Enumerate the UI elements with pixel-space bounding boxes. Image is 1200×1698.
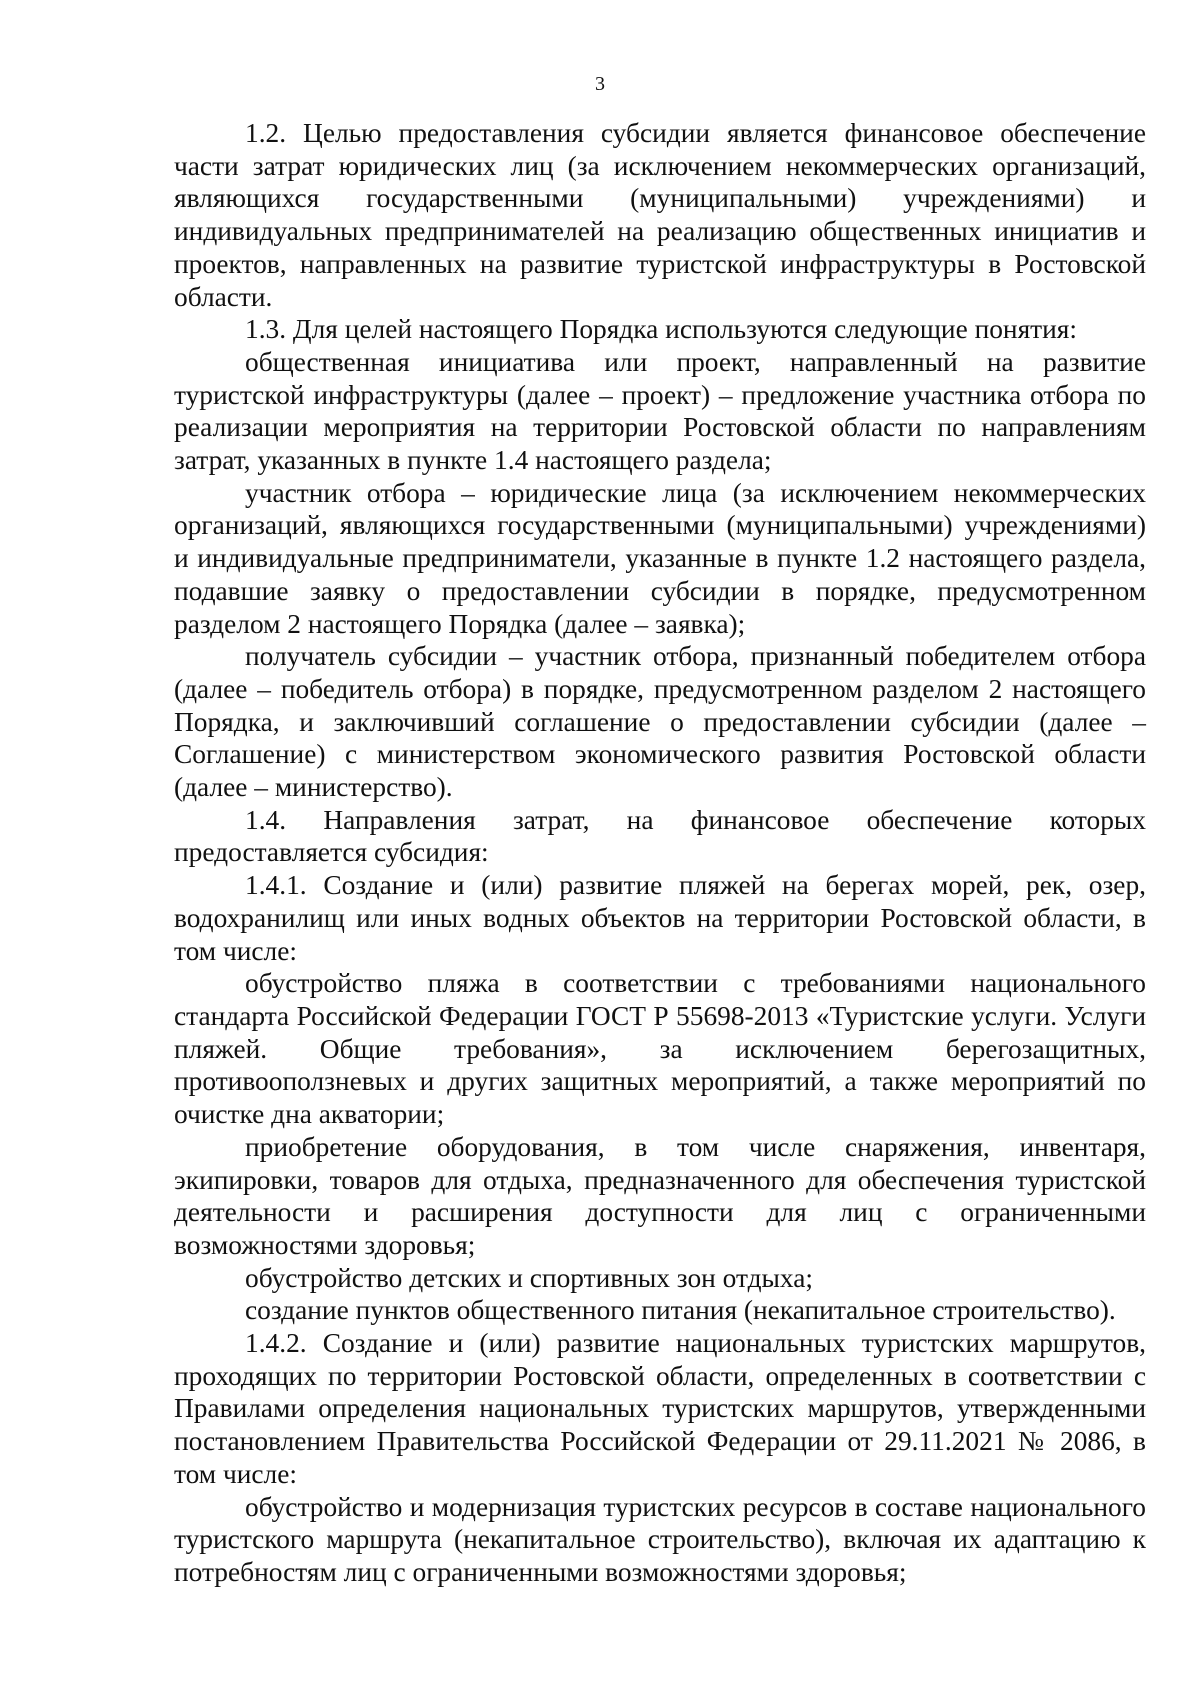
document-body xyxy=(174,117,1146,1589)
paragraph-equipment-purchase: приобретение оборудования, в том числе снаряжения, инвентаря, экипировки, товаров для отдыха, предназначенного для обеспечения туристской деятельности и расширения доступности для лиц с ограниченными возможностями здоровья; xyxy=(174,1131,1146,1260)
paragraph-catering-points: создание пунктов общественного питания (некапитальное строительство). xyxy=(245,1295,1116,1326)
paragraph-resources-modernization: обустройство и модернизация туристских ресурсов в составе национального туристского маршрута (некапитальное строительство), включая их адаптацию к потребностям лиц с ограниченными возможностями здоровья; xyxy=(174,1491,1146,1587)
paragraph-1-3-definitions: 1.3. Для целей настоящего Порядка используются следующие понятия: xyxy=(245,314,1078,345)
paragraph-beach-arrangement: обустройство пляжа в соответствии с требованиями национального стандарта Российской Федерации ГОСТ Р 55698-2013 «Туристские услуги. Услуги пляжей. Общие требования», за исключением берегозащитных, противооползневых и других защитных мероприятий, а также мероприятий по очистке дна акватории; xyxy=(174,968,1146,1130)
paragraph-definition-participant: участник отбора – юридические лица (за исключением некоммерческих организаций, являющихся государственными (муниципальными) учреждениями) и индивидуальные предприниматели, указанные в пункте 1.2 настоящего раздела, подавшие заявку о предоставлении субсидии в порядке, предусмотренном разделом 2 настоящего Порядка (далее – заявка); xyxy=(174,477,1146,639)
page-number: 3 xyxy=(595,73,605,95)
paragraph-definition-recipient: получатель субсидии – участник отбора, признанный победителем отбора (далее – победитель отбора) в порядке, предусмотренном разделом 2 настоящего Порядка, и заключивший соглашение о предоставлении субсидии (далее – Соглашение) с министерством экономического развития Ростовской области (далее – министерство). xyxy=(174,641,1146,803)
paragraph-1-2-subsidy-goal: 1.2. Целью предоставления субсидии является финансовое обеспечение части затрат юридических лиц (за исключением некоммерческих организаций, являющихся государственными (муниципальными) учреждениями) и индивидуальных предпринимателей на реализацию общественных инициатив и проектов, направленных на развитие туристской инфраструктуры в Ростовской области. xyxy=(174,118,1146,312)
paragraph-1-4-2-tourist-routes: 1.4.2. Создание и (или) развитие национальных туристских маршрутов, проходящих по территории Ростовской области, определенных в соответствии с Правилами определения национальных туристских маршрутов, утвержденными постановлением Правительства Российской Федерации от 29.11.2021 № 2086, в том числе: xyxy=(174,1328,1146,1489)
paragraph-1-4-cost-directions: 1.4. Направления затрат, на финансовое обеспечение которых предоставляется субсидия: xyxy=(174,804,1146,868)
paragraph-definition-project: общественная инициатива или проект, направленный на развитие туристской инфраструктуры (далее – проект) – предложение участника отбора по реализации мероприятия на территории Ростовской области по направлениям затрат, указанных в пункте 1.4 настоящего раздела; xyxy=(174,346,1146,476)
paragraph-recreation-zones: обустройство детских и спортивных зон отдыха; xyxy=(245,1262,814,1293)
paragraph-1-4-1-beaches: 1.4.1. Создание и (или) развитие пляжей на берегах морей, рек, озер, водохранилищ или иных водных объектов на территории Ростовской области, в том числе: xyxy=(174,870,1146,966)
